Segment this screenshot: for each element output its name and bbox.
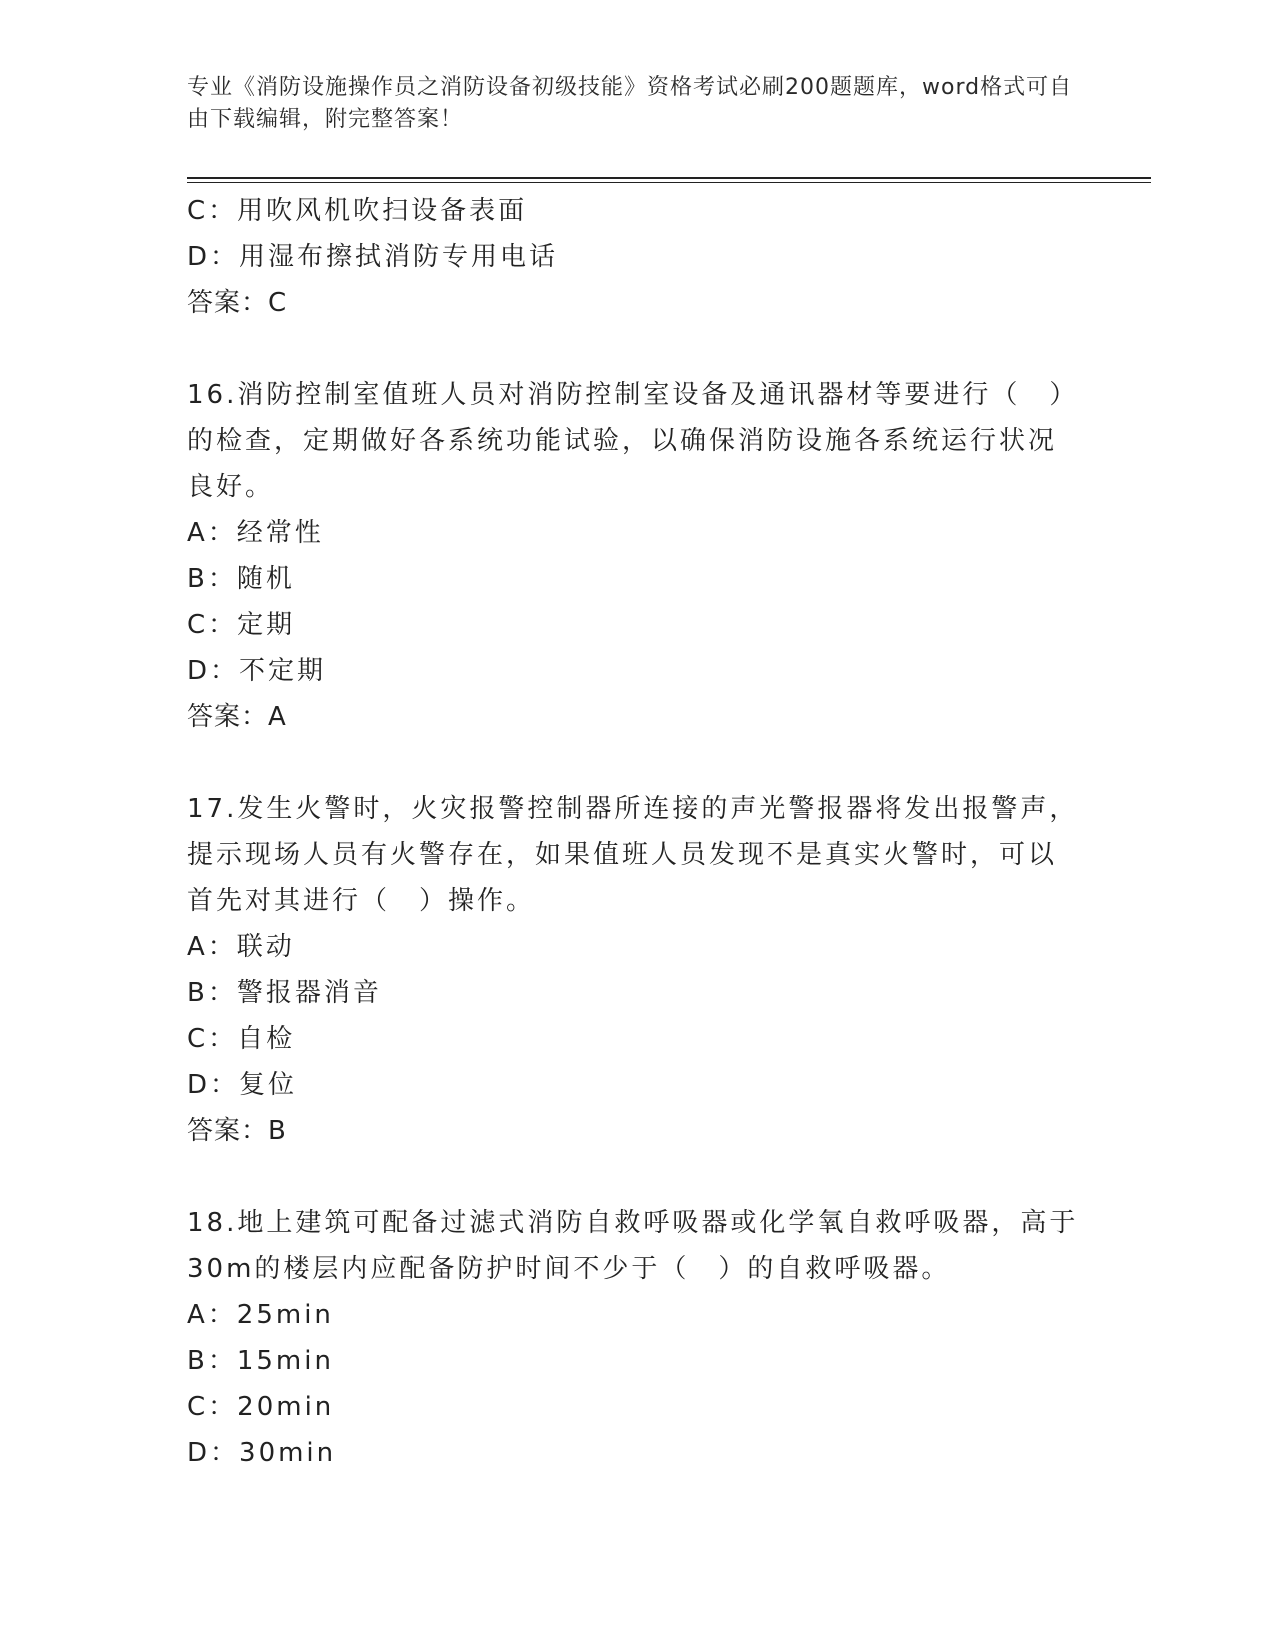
option-a: A：25min xyxy=(187,1300,334,1330)
question-text-line: 30m的楼层内应配备防护时间不少于（ ）的自救呼吸器。 xyxy=(187,1254,951,1284)
question-text-line: 17.发生火警时，火灾报警控制器所连接的声光警报器将发出报警声， xyxy=(187,794,1079,824)
option-a: A：联动 xyxy=(187,932,295,962)
option-d: D：复位 xyxy=(187,1070,298,1100)
option-b: B：随机 xyxy=(187,564,295,594)
option-c: C：定期 xyxy=(187,610,296,640)
option-d: D：30min xyxy=(187,1438,337,1468)
document-header: 专业《消防设施操作员之消防设备初级技能》资格考试必刷200题题库，word格式可自由下载编辑，附完整答案！ xyxy=(187,75,1073,132)
option-c: C：20min xyxy=(187,1392,335,1422)
option-b: B：警报器消音 xyxy=(187,978,382,1008)
option-c: C：自检 xyxy=(187,1024,296,1054)
question-text-line: 提示现场人员有火警存在，如果值班人员发现不是真实火警时，可以 xyxy=(187,840,1058,870)
question-16 xyxy=(187,372,1079,740)
answer-line: 答案：B xyxy=(187,1116,287,1146)
question-content xyxy=(187,188,1079,1476)
question-text-line: 良好。 xyxy=(187,472,275,502)
question-text-line: 的检查，定期做好各系统功能试验，以确保消防设施各系统运行状况 xyxy=(187,426,1058,456)
header-rule-thin xyxy=(187,182,1151,183)
question-text-line: 首先对其进行（ ）操作。 xyxy=(187,886,536,916)
option-c: C：用吹风机吹扫设备表面 xyxy=(187,196,528,226)
question-18 xyxy=(187,1200,1079,1476)
question-17 xyxy=(187,786,1079,1154)
question-text-line: 18.地上建筑可配备过滤式消防自救呼吸器或化学氧自救呼吸器，高于 xyxy=(187,1208,1079,1238)
answer-line: 答案：A xyxy=(187,702,287,732)
option-d: D：用湿布擦拭消防专用电话 xyxy=(187,242,559,272)
question-text-line: 16.消防控制室值班人员对消防控制室设备及通讯器材等要进行（ ） xyxy=(187,380,1079,410)
option-a: A：经常性 xyxy=(187,518,324,548)
answer-line: 答案：C xyxy=(187,288,288,318)
header-rule-thick xyxy=(187,177,1151,179)
option-b: B：15min xyxy=(187,1346,334,1376)
option-d: D：不定期 xyxy=(187,656,327,686)
previous-question xyxy=(187,188,1067,326)
